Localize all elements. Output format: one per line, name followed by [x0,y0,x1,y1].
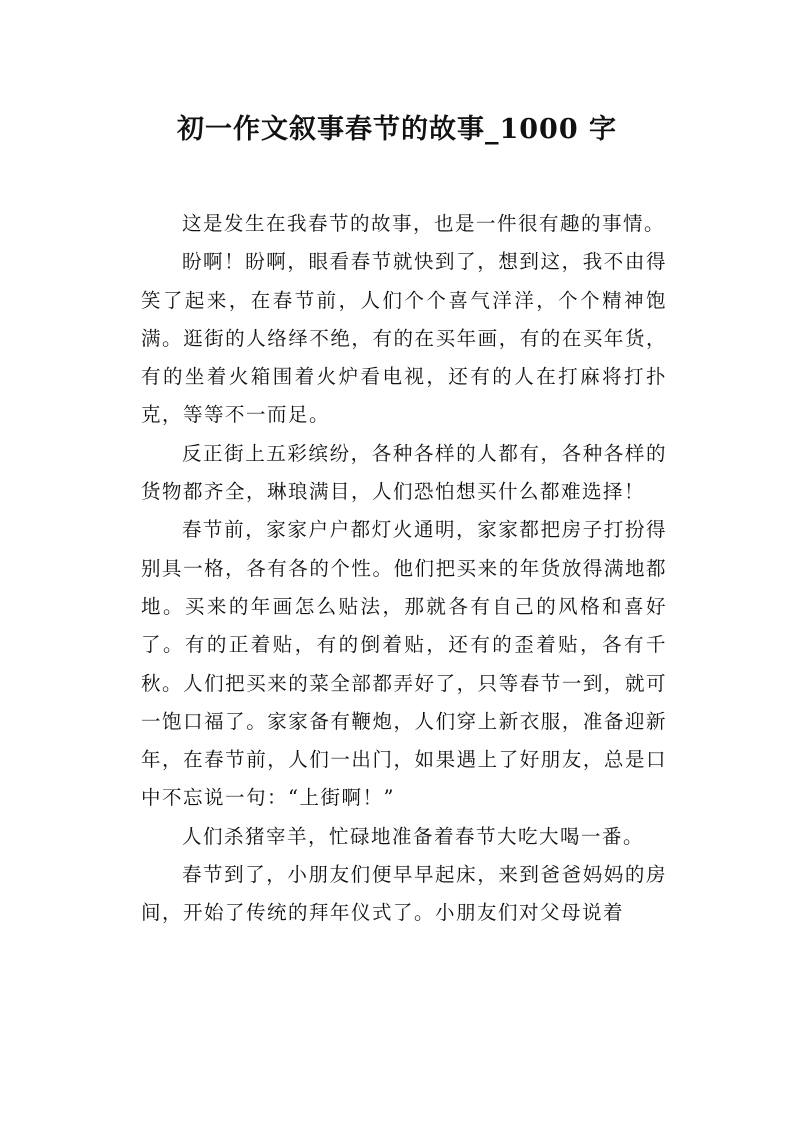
document-body [141,205,667,933]
paragraph: 人们杀猪宰羊，忙碌地准备着春节大吃大喝一番。 [181,824,644,848]
paragraph: 春节前，家家户户都灯火通明，家家都把房子打扮得别具一格，各有各的个性。他们把买来的年货放得满地都地。买来的年画怎么贴法，那就各有自己的风格和喜好了。有的正着贴，有的倒着贴，还有的歪着贴，各有千秋。人们把买来的菜全部都弄好了，只等春节一到，就可一饱口福了。家家备有鞭炮，人们穿上新衣服，准备迎新年，在春节前，人们一出门，如果遇上了好朋友，总是口中不忘说一句：“上街啊！” [141,518,667,810]
paragraph: 盼啊！盼啊，眼看春节就快到了，想到这，我不由得笑了起来，在春节前，人们个个喜气洋洋，个个精神饱满。逛街的人络绎不绝，有的在买年画，有的在买年货，有的坐着火箱围着火炉看电视，还有的人在打麻将打扑克，等等不一而足。 [141,250,667,427]
document-title: 初一作文叙事春节的故事_1000 字 [176,114,618,145]
paragraph: 反正街上五彩缤纷，各种各样的人都有，各种各样的货物都齐全，琳琅满目，人们恐怕想买什么都难选择！ [141,441,667,504]
paragraph: 春节到了，小朋友们便早早起床，来到爸爸妈妈的房间，开始了传统的拜年仪式了。小朋友们对父母说着 [141,863,667,925]
paragraph: 这是发生在我春节的故事，也是一件很有趣的事情。 [181,212,665,235]
